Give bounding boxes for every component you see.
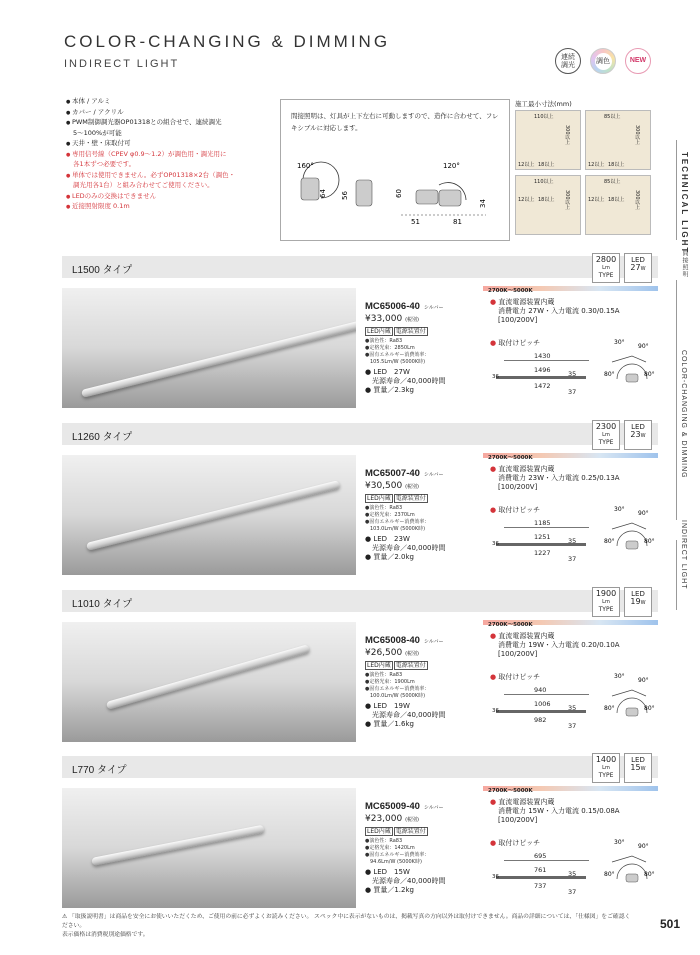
feature-item: ● 近接照射限度 0.1m bbox=[66, 202, 286, 213]
lumen-tag: 2800 Lm TYPE bbox=[592, 253, 620, 283]
pitch-value: 940 bbox=[534, 686, 547, 694]
color-badge: 調色 bbox=[590, 48, 616, 74]
feature-item: ● 専用信号線（CPEV φ0.9～1.2）が調色用・調光用に bbox=[66, 150, 286, 161]
light-bar-image bbox=[86, 480, 340, 551]
svg-text:30°: 30° bbox=[614, 673, 625, 680]
product-type-label: L1500 タイプ bbox=[72, 265, 133, 276]
cct-range: 2700K～5000K bbox=[488, 622, 533, 628]
lamp-life: 光源寿命／40,000時間 bbox=[372, 877, 446, 885]
footer-notes: ⚠ 「取扱説明書」は商品を安全にお使いいただくため、ご使用の前に必ずよくお読みください。 スペック中に表示がないものは、掲載写真の方向以外は取付けできません。商品の詳細については、「仕様図」をご確認ください。 表示価格は消費税別途価格です。 bbox=[62, 914, 631, 938]
mounting-pitch-label: ● 取付けピッチ bbox=[490, 839, 541, 847]
cct-range: 2700K～5000K bbox=[488, 288, 533, 294]
led-builtin-tag: LED内蔵 bbox=[367, 495, 391, 502]
side-technical-light: TECHNICAL LIGHT bbox=[680, 152, 689, 255]
length-body: 982 bbox=[534, 716, 547, 724]
height-35: 35 bbox=[568, 704, 577, 712]
product-details: MC65007-40 シルバー ¥30,500 (税別) LED内蔵 電源装置付 ●演色性：Ra83 ●定格光束：2370Lm ●固有エネルギー消費効率： 103.0Lm/W (5000K時) ● LED 23W 光源寿命／40,000時間 ● 質量／2.0kg bbox=[365, 468, 485, 562]
svg-text:80°: 80° bbox=[604, 538, 615, 545]
height-35: 35 bbox=[568, 537, 577, 545]
side-category: 間接照明 bbox=[681, 250, 687, 278]
rotation-description: 間接照明は、灯具が上下左右に可動しますので、造作に合わせて、フレキシブルに対応します。 bbox=[291, 112, 499, 132]
power-unit-tag: 電源装置付 bbox=[395, 495, 426, 502]
product-type-label: L1260 タイプ bbox=[72, 432, 133, 443]
page-title: COLOR-CHANGING & DIMMING bbox=[64, 32, 391, 51]
dim-label: 34 bbox=[479, 199, 487, 208]
pitch-line bbox=[504, 694, 589, 695]
pitch-line bbox=[504, 360, 589, 361]
product-color: シルバー bbox=[423, 305, 444, 311]
product-price: ¥33,000 bbox=[365, 314, 403, 324]
pitch-line bbox=[504, 860, 589, 861]
angle-diagram bbox=[602, 501, 662, 551]
svg-text:80°: 80° bbox=[604, 705, 615, 712]
light-bar-image bbox=[106, 644, 310, 710]
dim-label: 60 bbox=[395, 189, 403, 198]
feature-item: ● LEDのみの交換はできません bbox=[66, 192, 286, 203]
cct-range: 2700K～5000K bbox=[488, 788, 533, 794]
led-watt: LED 15W bbox=[373, 868, 410, 876]
power-unit-tag: 電源装置付 bbox=[395, 662, 426, 669]
product-code: MC65007-40 bbox=[365, 468, 420, 479]
light-bar-image bbox=[81, 318, 356, 398]
lumen-tag: 2300 Lm TYPE bbox=[592, 420, 620, 450]
svg-text:30°: 30° bbox=[614, 506, 625, 513]
product-price: ¥26,500 bbox=[365, 648, 403, 658]
height-37: 37 bbox=[568, 555, 577, 563]
angle-diagram bbox=[602, 668, 662, 718]
side-divider bbox=[676, 140, 677, 240]
power-spec: ● 直流電源装置内蔵 消費電力 19W・入力電流 0.20/0.10A [100/200V] bbox=[490, 632, 620, 658]
power-spec: ● 直流電源装置内蔵 消費電力 15W・入力電流 0.15/0.08A [100/200V] bbox=[490, 798, 620, 824]
led-watt-tag: LED 19W bbox=[624, 587, 652, 617]
side-divider bbox=[676, 540, 677, 610]
fixture-shape bbox=[356, 180, 372, 206]
side-color-changing: COLOR-CHANGING & DIMMING bbox=[680, 350, 687, 479]
power-spec: ● 直流電源装置内蔵 消費電力 27W・入力電流 0.30/0.15A [100/200V] bbox=[490, 298, 620, 324]
side-index bbox=[670, 140, 700, 940]
mounting-pitch-label: ● 取付けピッチ bbox=[490, 339, 541, 347]
svg-text:30°: 30° bbox=[614, 339, 625, 346]
feature-item: 5～100%が可能 bbox=[73, 128, 122, 137]
height-36: 36 bbox=[492, 374, 499, 380]
product-code: MC65009-40 bbox=[365, 801, 420, 812]
angle-line bbox=[612, 856, 646, 862]
length-total: 1496 bbox=[534, 366, 551, 374]
dimming-badge: 連続調光 bbox=[555, 48, 581, 74]
product-photo bbox=[62, 455, 356, 575]
height-35: 35 bbox=[568, 870, 577, 878]
product-type-header bbox=[62, 256, 658, 278]
led-builtin-tag: LED内蔵 bbox=[367, 662, 391, 669]
svg-text:80°: 80° bbox=[604, 371, 615, 378]
pitch-value: 1430 bbox=[534, 352, 551, 360]
angle-line bbox=[612, 690, 646, 696]
led-watt: LED 27W bbox=[373, 368, 410, 376]
lumen-tag: 1400 Lm TYPE bbox=[592, 753, 620, 783]
rotation-diagram bbox=[281, 140, 509, 240]
led-watt-tag: LED 23W bbox=[624, 420, 652, 450]
cct-range: 2700K～5000K bbox=[488, 455, 533, 461]
fixture-shape bbox=[301, 178, 319, 200]
product-code: MC65008-40 bbox=[365, 635, 420, 646]
fixture-shape bbox=[626, 874, 638, 882]
product-type-header bbox=[62, 590, 658, 612]
pitch-value: 1185 bbox=[534, 519, 551, 527]
led-watt: LED 19W bbox=[373, 702, 410, 710]
svg-text:80°: 80° bbox=[644, 871, 655, 878]
svg-text:90°: 90° bbox=[638, 677, 649, 684]
svg-text:80°: 80° bbox=[644, 538, 655, 545]
dim-label: 81 bbox=[453, 218, 462, 226]
warning-icon: ⚠ bbox=[62, 914, 68, 920]
power-unit-tag: 電源装置付 bbox=[395, 328, 426, 335]
feature-item: 各1本ずつ必要です。 bbox=[73, 160, 136, 168]
product-type-header bbox=[62, 756, 658, 778]
lamp-life: 光源寿命／40,000時間 bbox=[372, 377, 446, 385]
length-total: 761 bbox=[534, 866, 547, 874]
product-price: ¥23,000 bbox=[365, 814, 403, 824]
product-photo bbox=[62, 288, 356, 408]
feature-item: ● 本体 / アルミ bbox=[66, 97, 286, 108]
fixture-shape bbox=[626, 374, 638, 382]
mounting-pitch-label: ● 取付けピッチ bbox=[490, 506, 541, 514]
product-price: ¥30,500 bbox=[365, 481, 403, 491]
svg-text:80°: 80° bbox=[604, 871, 615, 878]
svg-text:90°: 90° bbox=[638, 510, 649, 517]
new-badge: NEW bbox=[625, 48, 651, 74]
lumen-tag: 1900 Lm TYPE bbox=[592, 587, 620, 617]
svg-text:90°: 90° bbox=[638, 343, 649, 350]
height-36: 36 bbox=[492, 541, 499, 547]
lamp-life: 光源寿命／40,000時間 bbox=[372, 711, 446, 719]
feature-item: ● 天井・壁・床取付可 bbox=[66, 139, 286, 150]
product-type-label: L770 タイプ bbox=[72, 765, 127, 776]
installation-minimum-title: 施工最小寸法(mm) bbox=[515, 100, 572, 108]
fixture-shape bbox=[439, 190, 461, 206]
product-details: MC65009-40 シルバー ¥23,000 (税別) LED内蔵 電源装置付 ●演色性：Ra83 ●定格光束：1420Lm ●固有エネルギー消費効率： 94.6Lm/W (5000K時) ● LED 15W 光源寿命／40,000時間 ● 質量／1.2kg bbox=[365, 801, 485, 895]
power-spec: ● 直流電源装置内蔵 消費電力 23W・入力電流 0.25/0.13A [100/200V] bbox=[490, 465, 620, 491]
light-bar-image bbox=[91, 825, 264, 866]
page-subtitle: INDIRECT LIGHT bbox=[64, 58, 180, 70]
svg-text:90°: 90° bbox=[638, 843, 649, 850]
angle-diagram bbox=[602, 334, 662, 384]
mass: 質量／2.0kg bbox=[373, 553, 414, 561]
led-watt: LED 23W bbox=[373, 535, 410, 543]
led-watt-tag: LED 15W bbox=[624, 753, 652, 783]
length-body: 1227 bbox=[534, 549, 551, 557]
led-watt-tag: LED 27W bbox=[624, 253, 652, 283]
led-builtin-tag: LED内蔵 bbox=[367, 828, 391, 835]
feature-item: ● 単体では使用できません。必ずOP01318×2台（調色・ bbox=[66, 171, 286, 182]
dim-label: 64 bbox=[319, 189, 327, 198]
dim-label: 56 bbox=[341, 191, 349, 200]
height-37: 37 bbox=[568, 388, 577, 396]
feature-item: 調光用各1台）と組み合わせてご使用ください。 bbox=[73, 181, 214, 189]
dim-label: 51 bbox=[411, 218, 420, 226]
install-diagram: 110以上 300以上 12以上 18以上 bbox=[515, 110, 581, 170]
fixture-shape bbox=[626, 541, 638, 549]
product-details: MC65006-40 シルバー ¥33,000 (税別) LED内蔵 電源装置付 ●演色性：Ra83 ●定格光束：2850Lm ●固有エネルギー消費効率： 105.5Lm/W (5000K時) ● LED 27W 光源寿命／40,000時間 ● 質量／2.3kg bbox=[365, 301, 485, 395]
length-total: 1251 bbox=[534, 533, 551, 541]
rotation-info-box bbox=[280, 99, 510, 241]
product-type-label: L1010 タイプ bbox=[72, 599, 133, 610]
mounting-pitch-label: ● 取付けピッチ bbox=[490, 673, 541, 681]
feature-item: ● カバー / アクリル bbox=[66, 108, 286, 119]
svg-text:80°: 80° bbox=[644, 705, 655, 712]
product-code: MC65006-40 bbox=[365, 301, 420, 312]
product-color: シルバー bbox=[423, 805, 444, 811]
install-diagram: 85以上 300以上 12以上 18以上 bbox=[585, 110, 651, 170]
svg-text:80°: 80° bbox=[644, 371, 655, 378]
angle-line bbox=[612, 523, 646, 529]
mass: 質量／1.2kg bbox=[373, 886, 414, 894]
product-details: MC65008-40 シルバー ¥26,500 (税別) LED内蔵 電源装置付 ●演色性：Ra83 ●定格光束：1900Lm ●固有エネルギー消費効率： 100.0Lm/W (5000K時) ● LED 19W 光源寿命／40,000時間 ● 質量／1.6kg bbox=[365, 635, 485, 729]
height-36: 36 bbox=[492, 874, 499, 880]
lamp-life: 光源寿命／40,000時間 bbox=[372, 544, 446, 552]
mass: 質量／1.6kg bbox=[373, 720, 414, 728]
feature-list bbox=[66, 97, 286, 213]
height-37: 37 bbox=[568, 722, 577, 730]
length-body: 737 bbox=[534, 882, 547, 890]
pitch-line bbox=[504, 527, 589, 528]
fixture-shape bbox=[626, 708, 638, 716]
product-type-header bbox=[62, 423, 658, 445]
install-diagram: 110以上 300以上 12以上 18以上 bbox=[515, 175, 581, 235]
angle-label: 160° bbox=[297, 162, 314, 170]
led-builtin-tag: LED内蔵 bbox=[367, 328, 391, 335]
mass: 質量／2.3kg bbox=[373, 386, 414, 394]
height-37: 37 bbox=[568, 888, 577, 896]
install-diagram: 85以上 300以上 12以上 18以上 bbox=[585, 175, 651, 235]
feature-item: ● PWM制御調光器OP01318との組合せで、連続調光 bbox=[66, 118, 286, 129]
angle-line bbox=[612, 356, 646, 362]
fixture-shape bbox=[416, 190, 438, 204]
page-number: 501 bbox=[660, 917, 681, 931]
height-35: 35 bbox=[568, 370, 577, 378]
length-body: 1472 bbox=[534, 382, 551, 390]
pitch-value: 695 bbox=[534, 852, 547, 860]
angle-label: 120° bbox=[443, 162, 460, 170]
product-photo bbox=[62, 622, 356, 742]
side-indirect: INDIRECT LIGHT bbox=[680, 520, 687, 590]
power-unit-tag: 電源装置付 bbox=[395, 828, 426, 835]
installation-minimum-box bbox=[515, 99, 655, 241]
product-color: シルバー bbox=[423, 639, 444, 645]
height-36: 36 bbox=[492, 708, 499, 714]
side-divider bbox=[676, 280, 677, 520]
length-total: 1006 bbox=[534, 700, 551, 708]
product-photo bbox=[62, 788, 356, 908]
angle-diagram bbox=[602, 834, 662, 884]
svg-text:30°: 30° bbox=[614, 839, 625, 846]
product-color: シルバー bbox=[423, 472, 444, 478]
